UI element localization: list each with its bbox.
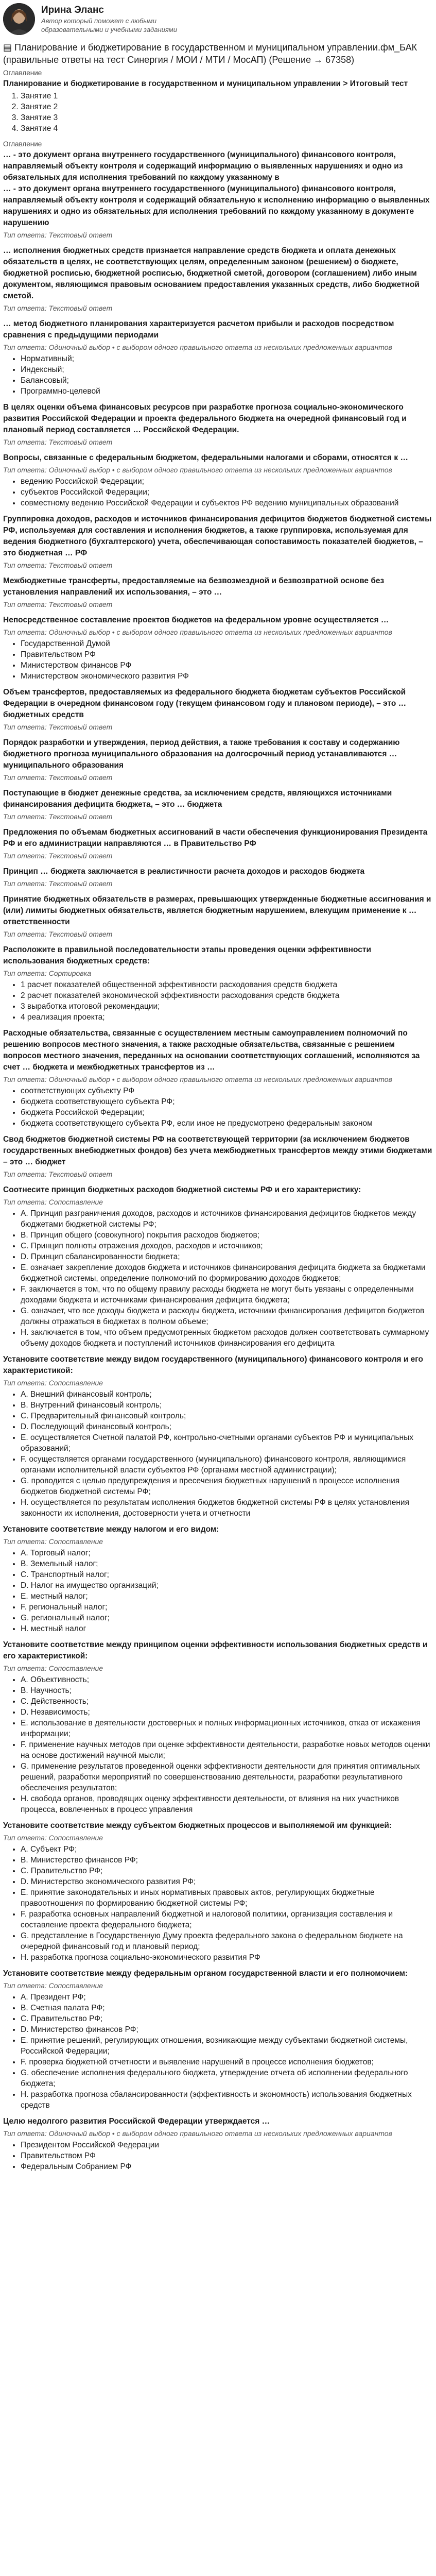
question-block: [3, 1184, 433, 1349]
answer-options: [3, 1992, 433, 2111]
answer-option: • F. разработка основных направлений бюджетной и налоговой политики, организация составления и составление проекта федерального бюджета;: [21, 1909, 433, 1930]
question-text: Группировка доходов, расходов и источников финансирования дефицитов бюджетов бюджетной системы РФ, используемая для составления и исполнения бюджетов, а также группировка, используемая для ведения бюджетного (бухгалтерского) учета, обеспечивающая сопоставимость показателей бюджетов, – это бюджетная … РФ: [3, 515, 432, 557]
answer-option: • F. заключается в том, что по общему правилу расходы бюджета не могут быть увязаны с определенными доходами бюджета и источниками финансирования дефицита бюджета;: [21, 1284, 433, 1306]
answer-options: [3, 979, 433, 1023]
document-title: ▤ Планирование и бюджетирование в государственном и муниципальном управлении.фм_БАК (правильные ответы на тест Синергия / МОИ / МТИ / МосАП) (Решение → 67358): [3, 42, 417, 65]
toc-item[interactable]: 1. Занятие 1: [21, 91, 433, 101]
question-section-label: Оглавление: [3, 140, 42, 148]
author-header: [3, 0, 433, 39]
question-block: [3, 139, 433, 240]
answer-type: Тип ответа: Одиночный выбор • с выбором одного правильного ответа из нескольких предложенных вариантов: [3, 343, 392, 351]
question-text: Установите соответствие между налогом и его видом:: [3, 1525, 219, 1534]
answer-option: • E. осуществляется Счетной палатой РФ, контрольно-счетными органами субъектов РФ и муниципальных образований;: [21, 1432, 433, 1454]
answer-type: Тип ответа: Текстовый ответ: [3, 231, 113, 239]
question-text: Установите соответствие между принципом оценки эффективности использования бюджетных средств и его характеристикой:: [3, 1640, 428, 1660]
question-text: Межбюджетные трансферты, предоставляемые на безвозмездной и безвозвратной основе без установления направлений их использования, – это …: [3, 577, 385, 597]
answer-option: • F. региональный налог;: [21, 1602, 433, 1613]
answer-option: • A. Внешний финансовый контроль;: [21, 1389, 433, 1400]
answer-option: • Правительством РФ: [21, 2150, 433, 2161]
answer-option: • B. Принцип общего (совокупного) покрытия расходов бюджетов;: [21, 1230, 433, 1241]
answer-option: • 1 расчет показателей общественной эффективности расходования средств бюджета: [21, 979, 433, 990]
answer-type: Тип ответа: Одиночный выбор • с выбором одного правильного ответа из нескольких предложенных вариантов: [3, 2129, 392, 2138]
answer-options: [3, 638, 433, 682]
answer-option: • B. Земельный налог;: [21, 1558, 433, 1569]
toc-label: Оглавление: [3, 69, 42, 77]
question-block: [3, 1639, 433, 1815]
answer-option: • Министерством финансов РФ: [21, 660, 433, 671]
toc-item[interactable]: 2. Занятие 2: [21, 101, 433, 112]
answer-option: • D. Министерство экономического развития РФ;: [21, 1876, 433, 1887]
answer-type: Тип ответа: Сопоставление: [3, 1834, 103, 1842]
toc-list: [3, 91, 433, 134]
answer-option: • 4 реализация проекта;: [21, 1012, 433, 1023]
answer-option: • Правительством РФ: [21, 649, 433, 660]
answer-option: • C. Принцип полноты отражения доходов, расходов и источников;: [21, 1241, 433, 1251]
question-block: [3, 615, 433, 682]
answer-option: • F. применение научных методов при оценке эффективности деятельности, разработке новых методов оценки на основе достижений научной мысли;: [21, 1739, 433, 1761]
answer-type: Тип ответа: Сопоставление: [3, 1664, 103, 1672]
answer-type: Тип ответа: Текстовый ответ: [3, 304, 113, 312]
answer-option: • совместному ведению Российской Федерации и субъектов РФ ведению муниципальных образований: [21, 498, 433, 509]
question-block: [3, 687, 433, 732]
toc-item[interactable]: 3. Занятие 3: [21, 112, 433, 123]
answer-options: [3, 1674, 433, 1815]
question-block: [3, 1354, 433, 1519]
author-description: Автор который поможет с любыми образовательными и учебными заданиями: [41, 17, 177, 33]
question-text: В целях оценки объема финансовых ресурсов при разработке прогноза социально-экономического развития Российской Федерации и проекта федерального бюджета на очередной финансовый год и плановый период составляется … Российской Федерации.: [3, 403, 407, 434]
answer-type: Тип ответа: Текстовый ответ: [3, 930, 113, 938]
question-block: [3, 402, 433, 447]
answer-option: • C. Транспортный налог;: [21, 1569, 433, 1580]
question-text: Порядок разработки и утверждения, период действия, а также требования к составу и содержанию бюджетного прогноза муниципального образования на долгосрочный период устанавливаются … муниципального образования: [3, 738, 400, 770]
question-block: [3, 827, 433, 861]
questions-list: [3, 139, 433, 2172]
answer-type: Тип ответа: Сортировка: [3, 969, 92, 977]
answer-options: [3, 353, 433, 397]
answer-option: • F. осуществляется органами государственного (муниципального) финансового контроля, являющимися органами исполнительной власти субъектов РФ (органами местной администрации);: [21, 1454, 433, 1476]
answer-option: • B. Научность;: [21, 1685, 433, 1696]
answer-option: • Министерством экономического развития РФ: [21, 671, 433, 682]
answer-option: • B. Министерство финансов РФ;: [21, 1855, 433, 1866]
answer-type: Тип ответа: Текстовый ответ: [3, 879, 113, 888]
answer-option: • E. местный налог;: [21, 1591, 433, 1602]
answer-option: • C. Правительство РФ;: [21, 1866, 433, 1876]
answer-option: • Федеральным Собранием РФ: [21, 2161, 433, 2172]
answer-option: • D. Независимость;: [21, 1707, 433, 1718]
answer-option: • Нормативный;: [21, 353, 433, 364]
question-text: Установите соответствие между федеральным органом государственной власти и его полномочием:: [3, 1969, 408, 1978]
question-text: Расположите в правильной последовательности этапы проведения оценки эффективности использования бюджетных средств:: [3, 945, 372, 965]
question-text: Непосредственное составление проектов бюджетов на федеральном уровне осуществляется …: [3, 616, 389, 624]
question-block: [3, 2116, 433, 2172]
answer-option: • A. Объективность;: [21, 1674, 433, 1685]
answer-options: [3, 476, 433, 509]
question-block: [3, 245, 433, 313]
question-text: Принятие бюджетных обязательств в размерах, превышающих утвержденные бюджетные ассигнования и (или) лимиты бюджетных обязательств, является бюджетным нарушением, влекущим применение к … ответственности: [3, 895, 431, 926]
question-text: Расходные обязательства, связанные с осуществлением местным самоуправлением полномочий по решению вопросов местного значения, а также расходные обязательства, связанные с решением вопросов местного значения, переданных на основании соответствующих соглашений, исполняются за счет … бюджета и межбюджетных трансфертов из …: [3, 1029, 420, 1072]
answer-option: • G. обеспечение исполнения федерального бюджета, утверждение отчета об исполнении федерального бюджета;: [21, 2067, 433, 2089]
answer-option: • D. Последующий финансовый контроль;: [21, 1421, 433, 1432]
answer-option: • D. Налог на имущество организаций;: [21, 1580, 433, 1591]
question-text: Свод бюджетов бюджетной системы РФ на соответствующей территории (за исключением бюджетов государственных внебюджетных фондов) без учета межбюджетных трансфертов между этими бюджетами – это … бюджет: [3, 1135, 432, 1166]
question-text: … - это документ органа внутреннего государственного (муниципального) финансового контроля, направляемый объекту контроля и содержащий обязательную к исполнению информацию о выявленных нарушениях и одно из обязательных для исполнения требований по каждому указанному в документе нарушению: [3, 184, 430, 227]
question-text: Объем трансфертов, предоставляемых из федерального бюджета бюджетам субъектов Российской Федерации в очередном финансовом году (текущем финансовом году и плановом периоде), – это … бюджетных средств: [3, 688, 407, 719]
question-block: [3, 514, 433, 570]
answer-option: • Балансовый;: [21, 375, 433, 386]
question-text: Вопросы, связанные с федеральным бюджетом, федеральными налогами и сборами, относятся к …: [3, 453, 408, 462]
answer-option: • G. означает, что все доходы бюджета и расходы бюджета, источники финансирования дефицитов бюджетов должны отражаться в бюджетах в полном объеме;: [21, 1306, 433, 1327]
answer-option: • субъектов Российской Федерации;: [21, 487, 433, 498]
question-text: … - это документ органа внутреннего государственного (муниципального) финансового контроля, направляемый объекту контроля и содержащий информацию о выявленных нарушениях и одно из обязательных для исполнения требований по каждому указанному в: [3, 150, 403, 182]
avatar[interactable]: [3, 3, 35, 35]
question-block: [3, 318, 433, 397]
answer-option: • G. применение результатов проведенной оценки эффективности деятельности для принятия оптимальных решений, разработки мероприятий по совершенствованию деятельности, разработки результативного обеспечения результатов;: [21, 1761, 433, 1793]
answer-type: Тип ответа: Текстовый ответ: [3, 723, 113, 731]
answer-option: • F. проверка бюджетной отчетности и выявление нарушений в процессе исполнения бюджетов;: [21, 2057, 433, 2067]
question-block: [3, 894, 433, 939]
answer-option: • B. Внутренний финансовый контроль;: [21, 1400, 433, 1411]
answer-option: • E. означает закрепление доходов бюджета и источников финансирования дефицита бюджета за бюджетами бюджетной системы, определение полномочий по формированию доходов бюджетов;: [21, 1262, 433, 1284]
question-text: Принцип … бюджета заключается в реалистичности расчета доходов и расходов бюджета: [3, 867, 365, 876]
answer-option: • A. Субъект РФ;: [21, 1844, 433, 1855]
question-text: Целю недолгого развития Российской Федерации утверждается …: [3, 2117, 270, 2126]
answer-option: • C. Правительство РФ;: [21, 2013, 433, 2024]
toc-heading[interactable]: Планирование и бюджетирование в государственном и муниципальном управлении > Итоговый тест: [3, 79, 408, 88]
answer-option: • H. осуществляется по результатам исполнения бюджетов бюджетной системы РФ в целях установления законности их исполнения, достоверности учета и отчетности: [21, 1497, 433, 1519]
question-text: Предложения по объемам бюджетных ассигнований в части обеспечения функционирования Президента РФ и его администрации направляются … в Правительство РФ: [3, 828, 428, 848]
answer-type: Тип ответа: Текстовый ответ: [3, 561, 113, 569]
answer-option: • H. разработка прогноза социально-экономического развития РФ: [21, 1952, 433, 1963]
toc-item[interactable]: 4. Занятие 4: [21, 123, 433, 134]
answer-type: Тип ответа: Текстовый ответ: [3, 1170, 113, 1178]
answer-option: • 3 выработка итоговой рекомендации;: [21, 1001, 433, 1012]
question-block: [3, 944, 433, 1023]
answer-option: • A. Торговый налог;: [21, 1548, 433, 1558]
question-block: [3, 788, 433, 822]
answer-option: • G. региональный налог;: [21, 1613, 433, 1623]
answer-options: [3, 1086, 433, 1129]
author-name[interactable]: Ирина Эланс: [41, 5, 104, 15]
answer-option: • B. Счетная палата РФ;: [21, 2003, 433, 2013]
question-text: Установите соответствие между субъектом бюджетных процессов и выполняемой им функцией:: [3, 1821, 392, 1830]
question-text: Установите соответствие между видом государственного (муниципального) финансового контроля и его характеристикой:: [3, 1355, 424, 1375]
author-info: [41, 3, 196, 34]
answer-type: Тип ответа: Одиночный выбор • с выбором одного правильного ответа из нескольких предложенных вариантов: [3, 628, 392, 636]
answer-option: • Программно-целевой: [21, 386, 433, 397]
answer-type: Тип ответа: Сопоставление: [3, 1198, 103, 1206]
answer-option: • H. заключается в том, что объем предусмотренных бюджетом расходов должен соответствовать суммарному объему доходов бюджета и поступлений источников финансирования его дефицита: [21, 1327, 433, 1349]
answer-option: • E. использование в деятельности достоверных и полных информационных источников, отказ от искажения информации;: [21, 1718, 433, 1739]
answer-options: [3, 2140, 433, 2172]
answer-type: Тип ответа: Сопоставление: [3, 1537, 103, 1546]
answer-options: [3, 1389, 433, 1519]
answer-option: • бюджета Российской Федерации;: [21, 1107, 433, 1118]
answer-option: • 2 расчет показателей экономической эффективности расходования средств бюджета: [21, 990, 433, 1001]
question-text: … метод бюджетного планирования характеризуется расчетом прибыли и расходов посредством сравнения с предыдущими периодами: [3, 319, 394, 340]
answer-option: • H. местный налог: [21, 1623, 433, 1634]
answer-options: [3, 1844, 433, 1963]
answer-option: • бюджета соответствующего субъекта РФ, если иное не предусмотрено федеральным законом: [21, 1118, 433, 1129]
answer-option: • Индексный;: [21, 364, 433, 375]
answer-option: • H. свобода органов, проводящих оценку эффективности деятельности, от влияния на них участников процесса, вовлеченных в процесс управления: [21, 1793, 433, 1815]
answer-option: • H. разработка прогноза сбалансированности (эффективность и экономность) использования бюджетных средств: [21, 2089, 433, 2111]
answer-type: Тип ответа: Одиночный выбор • с выбором одного правильного ответа из нескольких предложенных вариантов: [3, 1075, 392, 1083]
answer-type: Тип ответа: Одиночный выбор • с выбором одного правильного ответа из нескольких предложенных вариантов: [3, 466, 392, 474]
question-block: [3, 575, 433, 609]
answer-option: • A. Президент РФ;: [21, 1992, 433, 2003]
answer-option: • соответствующих субъекту РФ: [21, 1086, 433, 1096]
answer-option: • E. принятие решений, регулирующих отношения, возникающие между субъектами бюджетной системы, Российской Федерации;: [21, 2035, 433, 2057]
answer-type: Тип ответа: Текстовый ответ: [3, 812, 113, 821]
question-text: … исполнения бюджетных средств признается направление средств бюджета и оплата денежных обязательств в целях, не соответствующих целям, определенным законом (решением) о бюджете, бюджетной росписью, бюджетной росписью, бюджетной сметой, договором (соглашением) либо иным документом, являющимся правовым основанием предоставления указанных средств, либо бюджетной сметой.: [3, 246, 420, 300]
answer-options: [3, 1208, 433, 1349]
answer-option: • D. Принцип сбалансированности бюджета;: [21, 1251, 433, 1262]
question-block: [3, 452, 433, 509]
question-block: [3, 1134, 433, 1179]
answer-option: • D. Министерство финансов РФ;: [21, 2024, 433, 2035]
answer-option: • ведению Российской Федерации;: [21, 476, 433, 487]
answer-option: • A. Принцип разграничения доходов, расходов и источников финансирования дефицитов бюджетов между бюджетами бюджетной системы РФ;: [21, 1208, 433, 1230]
question-block: [3, 1028, 433, 1129]
answer-option: • E. принятие законодательных и иных нормативных правовых актов, регулирующих бюджетные правоотношения по формированию бюджетной системы РФ;: [21, 1887, 433, 1909]
answer-type: Тип ответа: Текстовый ответ: [3, 852, 113, 860]
answer-type: Тип ответа: Текстовый ответ: [3, 438, 113, 446]
question-text: Соотнесите принцип бюджетных расходов бюджетной системы РФ и его характеристику:: [3, 1185, 361, 1194]
question-block: [3, 1968, 433, 2111]
question-block: [3, 1524, 433, 1634]
answer-option: • G. проводится с целью предупреждения и пресечения бюджетных нарушений в процессе исполнения бюджетов бюджетной системы РФ;: [21, 1476, 433, 1497]
answer-type: Тип ответа: Текстовый ответ: [3, 773, 113, 782]
answer-option: • G. представление в Государственную Думу проекта федерального закона о федеральном бюджете на очередной финансовый год и плановый период;: [21, 1930, 433, 1952]
question-text: Поступающие в бюджет денежные средства, за исключением средств, являющихся источниками финансирования дефицита бюджета, – это … бюджета: [3, 789, 392, 809]
answer-type: Тип ответа: Текстовый ответ: [3, 600, 113, 608]
answer-options: [3, 1548, 433, 1634]
answer-type: Тип ответа: Сопоставление: [3, 1981, 103, 1990]
question-block: [3, 1820, 433, 1963]
answer-option: • Государственной Думой: [21, 638, 433, 649]
answer-option: • бюджета соответствующего субъекта РФ;: [21, 1096, 433, 1107]
answer-type: Тип ответа: Сопоставление: [3, 1379, 103, 1387]
avatar-photo-icon: [3, 3, 35, 35]
answer-option: • Президентом Российской Федерации: [21, 2140, 433, 2150]
question-block: [3, 866, 433, 889]
answer-option: • C. Действенность;: [21, 1696, 433, 1707]
question-block: [3, 737, 433, 783]
document-icon: ▤: [3, 42, 15, 53]
answer-option: • C. Предварительный финансовый контроль;: [21, 1411, 433, 1421]
